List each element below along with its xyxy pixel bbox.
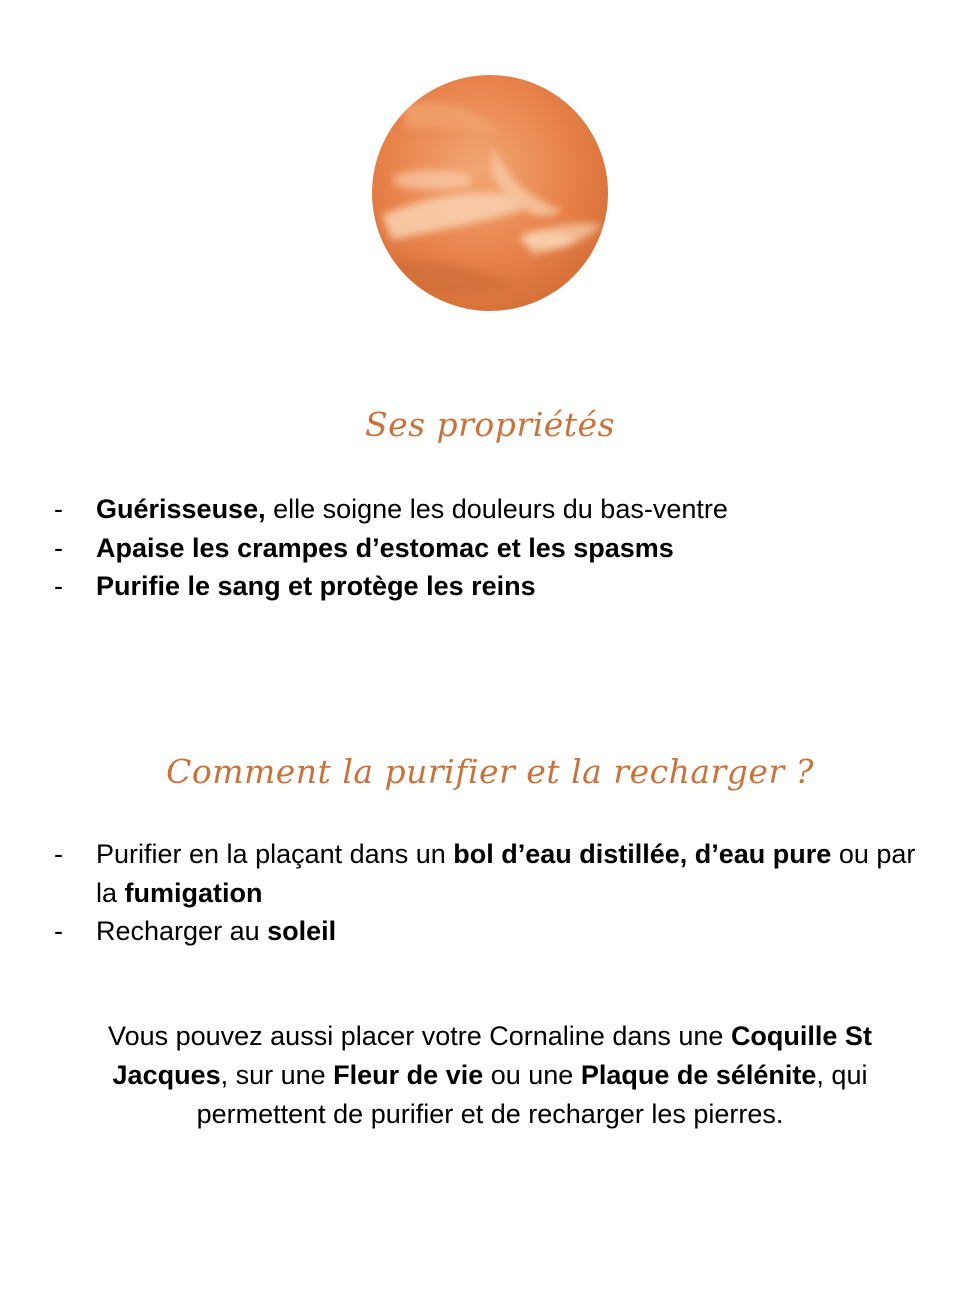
paragraph-text: ou une xyxy=(483,1060,581,1090)
list-item xyxy=(0,490,926,529)
section-heading-purify: Comment la purifier et la recharger ? xyxy=(166,752,814,791)
bullet-dash: - xyxy=(54,916,63,946)
bullet-dash: - xyxy=(54,494,63,524)
list-item xyxy=(0,567,926,606)
list-item-text: elle soigne les douleurs du bas-ventre xyxy=(265,494,728,524)
paragraph-bold: Fleur de vie xyxy=(333,1060,484,1090)
paragraph-bold: Coquille St Jacques xyxy=(112,1021,872,1090)
list-item-bold: Guérisseuse, xyxy=(96,494,266,524)
paragraph-bold: Plaque de sélénite xyxy=(580,1060,817,1090)
list-item-text: Recharger au xyxy=(96,916,268,946)
list-item-bold: bol d’eau distillée, d’eau pure xyxy=(453,839,832,869)
paragraph-text: , sur une xyxy=(220,1060,334,1090)
list-item-bold: Purifie le sang et protège les reins xyxy=(96,571,536,601)
list-item-text: ou par la xyxy=(96,839,916,908)
bullet-dash: - xyxy=(54,571,63,601)
list-item xyxy=(0,835,926,912)
section-heading-properties: Ses propriétés xyxy=(364,405,616,444)
purify-list xyxy=(0,835,926,951)
bullet-dash: - xyxy=(54,839,63,869)
cornaline-stone-image xyxy=(372,75,608,311)
list-item-bold: fumigation xyxy=(124,877,263,908)
closing-paragraph xyxy=(60,1017,920,1134)
list-item xyxy=(0,912,926,951)
paragraph-text: , qui permettent de purifier et de recharger les pierres. xyxy=(196,1060,868,1129)
paragraph-text: Vous pouvez aussi placer votre Cornaline dans une xyxy=(108,1021,731,1051)
bullet-dash: - xyxy=(54,532,63,563)
list-item xyxy=(0,529,926,568)
list-item-text: Purifier en la plaçant dans un xyxy=(96,839,454,869)
list-item-bold: Apaise les crampes d’estomac et les spasms xyxy=(96,532,674,563)
properties-list xyxy=(0,490,926,606)
list-item-bold: soleil xyxy=(267,916,337,946)
